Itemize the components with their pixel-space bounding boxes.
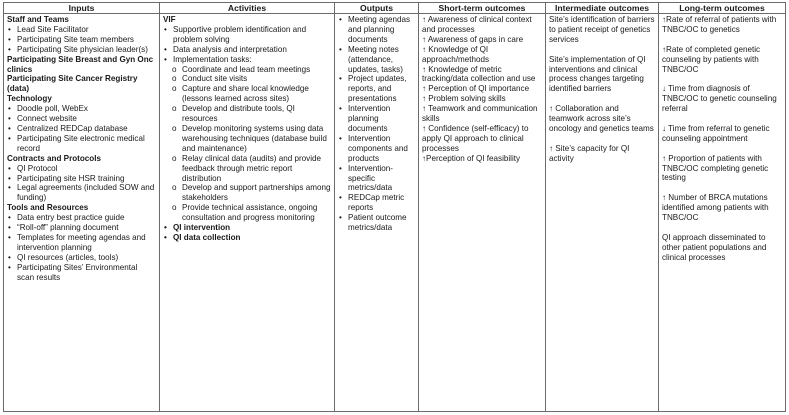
outcome-item: ↑ Awareness of gaps in care <box>422 34 524 44</box>
list-item: • Participating site HSR training <box>8 173 125 183</box>
list-item: • Meeting agendas and planning documents <box>339 15 411 44</box>
outcome-item: ↑ Awareness of clinical context and processes <box>422 15 532 34</box>
list-item: • Legal agreements (included SOW and funding) <box>8 183 155 203</box>
outcome-item: ↑Rate of completed genetic counseling by patients with TNBC/OC <box>662 44 761 74</box>
circle-marker: o <box>172 74 177 84</box>
bullet-marker: • <box>8 123 11 133</box>
bullet-marker: • <box>164 44 167 54</box>
outcome-item: ↑ Knowledge of QI approach/methods <box>422 44 490 64</box>
circle-marker: o <box>172 104 177 114</box>
bullet-marker: • <box>8 163 11 173</box>
bullet-marker: • <box>339 104 342 114</box>
bullet-marker: • <box>8 173 11 183</box>
outputs-cell <box>335 14 419 412</box>
outcome-item: ↑ Confidence (self-efficacy) to apply QI approach to clinical processes <box>422 123 529 153</box>
bullet-marker: • <box>8 252 11 262</box>
bullet-marker: • <box>339 44 342 54</box>
logic-model-table <box>3 2 786 412</box>
list-item: • QI resources (articles, tools) <box>8 252 119 262</box>
header-intermediate-outcomes: Intermediate outcomes <box>546 3 659 14</box>
bullet-marker: • <box>339 15 342 24</box>
sub-list-item: o Develop and support partnerships among stakeholders <box>172 183 331 203</box>
list-item: • Participating Sites’ Environmental scan results <box>8 262 138 282</box>
list-item: • Participating Site electronic medical record <box>8 133 145 153</box>
list-item: • QI Protocol <box>8 163 58 173</box>
bullet-marker: • <box>339 193 342 203</box>
outcome-item: QI approach disseminated to other patient populations and clinical processes <box>662 232 767 262</box>
list-item: • Doodle poll, WebEx <box>8 104 88 114</box>
bullet-marker: • <box>339 133 342 143</box>
inputs-cell <box>4 14 160 412</box>
bullet-marker: • <box>8 133 11 143</box>
bullet-marker: • <box>8 213 11 223</box>
outcome-item: ↑ Number of BRCA mutations identified among patients with TNBC/OC <box>662 193 769 223</box>
sub-list-item: o Coordinate and lead team meetings <box>172 64 311 74</box>
bullet-marker: • <box>8 232 11 242</box>
list-item: • Lead Site Facilitator <box>8 24 89 34</box>
outcome-item: ↑Rate of referral of patients with TNBC/OC to genetics <box>662 15 777 34</box>
bullet-marker: • <box>164 24 167 34</box>
list-item: • Templates for meeting agendas and intervention planning <box>8 232 146 252</box>
outcome-item: ↑ Perception of QI importance <box>422 84 530 94</box>
circle-marker: o <box>172 84 177 94</box>
outcome-item: Site’s implementation of QI interventions and clinical process changes targeting identified barriers <box>549 54 646 94</box>
section-heading: Participating Site Cancer Registry (data) <box>7 74 138 94</box>
bullet-marker: • <box>8 24 11 34</box>
sub-list-item: o Provide technical assistance, ongoing consultation and progress monitoring <box>172 203 318 223</box>
section-heading: Participating Site Breast and Gyn Onc clinics <box>7 54 154 74</box>
list-item: • Data analysis and interpretation <box>164 44 287 54</box>
outcome-item: ↑ Collaboration and teamwork across site’s oncology and genetics teams <box>549 104 654 133</box>
intermediate-outcomes-cell <box>546 14 659 412</box>
list-item: • Connect website <box>8 114 77 124</box>
outcome-item: ↑ Proportion of patients with TNBC/OC completing genetic testing <box>662 153 769 183</box>
sub-list-item: o Relay clinical data (audits) and provide feedback through metric report distribution <box>172 153 322 183</box>
bullet-marker: • <box>164 223 167 233</box>
outcome-item: ↓ Time from referral to genetic counseling appointment <box>662 123 770 143</box>
outcome-item: ↑ Site’s capacity for QI activity <box>549 143 630 163</box>
long-term-outcomes-cell <box>659 14 786 412</box>
header-row <box>4 3 786 14</box>
circle-marker: o <box>172 203 177 213</box>
header-inputs: Inputs <box>4 3 160 14</box>
bullet-marker: • <box>8 262 11 272</box>
bullet-marker: • <box>164 54 167 64</box>
bullet-marker: • <box>339 163 342 173</box>
list-item: • Meeting notes (attendance, updates, tasks) <box>339 44 403 74</box>
bullet-marker: • <box>164 232 167 242</box>
circle-marker: o <box>172 153 177 163</box>
list-item: • Supportive problem identification and problem solving <box>164 24 307 44</box>
list-item: • Project updates, reports, and presentations <box>339 74 407 104</box>
outcome-item: Site’s identification of barriers to patient receipt of genetics services <box>549 15 655 44</box>
circle-marker: o <box>172 64 177 74</box>
header-outputs: Outputs <box>335 3 419 14</box>
bullet-marker: • <box>8 44 11 54</box>
header-long-term-outcomes: Long-term outcomes <box>659 3 786 14</box>
content-row <box>4 14 786 412</box>
list-item: • Participating Site team members <box>8 34 134 44</box>
list-item: • “Roll-off” planning document <box>8 223 119 233</box>
activities-cell <box>160 14 335 412</box>
outcome-item: ↑ Problem solving skills <box>422 94 506 104</box>
list-item: • Implementation tasks: <box>164 54 252 64</box>
list-item-bold: • QI intervention <box>164 223 231 233</box>
circle-marker: o <box>172 183 177 193</box>
bullet-marker: • <box>8 223 11 233</box>
sub-list-item: o Conduct site visits <box>172 74 248 84</box>
sub-list-item: o Capture and share local knowledge (lessons learned across sites) <box>172 84 309 104</box>
list-item-bold: • QI data collection <box>164 232 241 242</box>
short-term-outcomes-cell <box>419 14 546 412</box>
section-heading: Contracts and Protocols <box>7 153 101 163</box>
circle-marker: o <box>172 123 177 133</box>
sub-list-item: o Develop and distribute tools, QI resources <box>172 104 295 124</box>
list-item: • REDCap metric reports <box>339 193 405 213</box>
header-short-term-outcomes: Short-term outcomes <box>419 3 546 14</box>
outcome-item: ↑ Knowledge of metric tracking/data collection and use <box>422 64 536 84</box>
list-item: • Centralized REDCap database <box>8 123 128 133</box>
section-heading: Technology <box>7 94 52 104</box>
header-activities: Activities <box>160 3 335 14</box>
outcome-item: ↑Perception of QI feasibility <box>422 153 521 163</box>
section-heading: Tools and Resources <box>7 203 89 213</box>
bullet-marker: • <box>8 34 11 44</box>
bullet-marker: • <box>339 74 342 84</box>
bullet-marker: • <box>8 183 11 193</box>
list-item: • Intervention planning documents <box>339 104 391 133</box>
section-heading: Staff and Teams <box>7 15 69 24</box>
bullet-marker: • <box>339 213 342 223</box>
list-item: • Intervention-specific metrics/data <box>339 163 393 193</box>
list-item: • Data entry best practice guide <box>8 213 125 223</box>
list-item: • Patient outcome metrics/data <box>339 213 407 233</box>
list-item: • Intervention components and products <box>339 133 408 163</box>
outcome-item: ↑ Teamwork and communication skills <box>422 104 538 124</box>
outcome-item: ↓ Time from diagnosis of TNBC/OC to genetic counseling referral <box>662 84 777 114</box>
bullet-marker: • <box>8 114 11 124</box>
bullet-marker: • <box>8 104 11 114</box>
list-item: • Participating Site physician leader(s) <box>8 44 148 54</box>
section-heading: VIF <box>163 15 176 24</box>
sub-list-item: o Develop monitoring systems using data warehousing techniques (database build and maintenance) <box>172 123 327 153</box>
